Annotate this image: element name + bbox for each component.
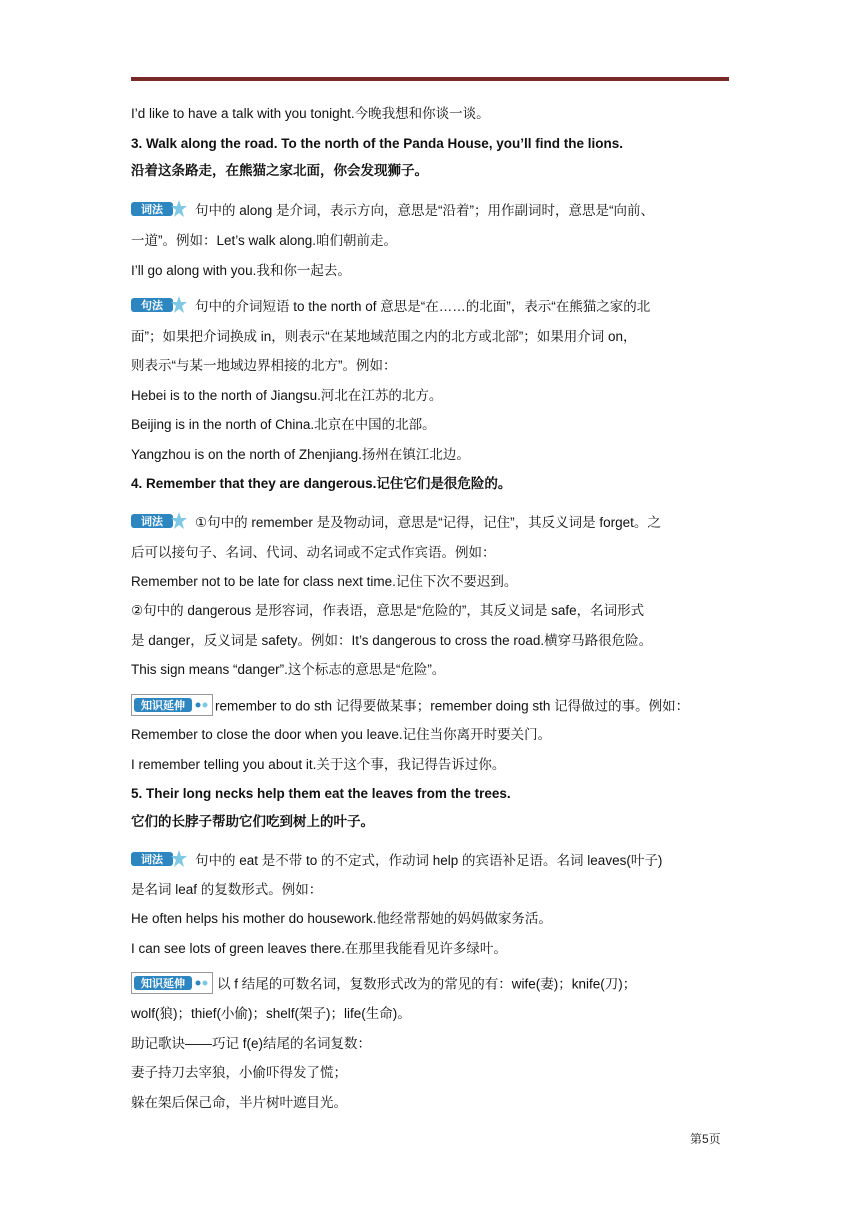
text-line: This sign means “danger”.这个标志的意思是“危险”。 bbox=[131, 662, 446, 677]
svg-text:句法: 句法 bbox=[141, 299, 163, 313]
zhishi-tag-icon bbox=[131, 972, 213, 994]
text-line: He often helps his mother do housework.他经常帮她的妈妈做家务活。 bbox=[131, 911, 552, 926]
text-line: I’ll go along with you.我和你一起去。 bbox=[131, 263, 351, 278]
section-heading-3: 3. Walk along the road. To the north of the Panda House, you’ll find the lions. bbox=[131, 136, 624, 151]
text-line: 后可以接句子、名词、代词、动名词或不定式作宾语。例如： bbox=[131, 545, 496, 560]
text-line: 词法 句中的 along 是介词，表示方向，意思是“沿着”；用作副词时，意思是“向前、 bbox=[131, 201, 654, 221]
page-number: 第5页 bbox=[690, 1132, 721, 1146]
text-line: 面”；如果把介词换成 in，则表示“在某地域范围之内的北方或北部”；如果用介词 on， bbox=[131, 329, 637, 344]
text-line: 是 danger，反义词是 safety。例如：It’s dangerous to cross the road.横穿马路很危险。 bbox=[131, 633, 653, 648]
text-line: I’d like to have a talk with you tonight.今晚我想和你谈一谈。 bbox=[131, 106, 490, 121]
text-line: 词法 ①句中的 remember 是及物动词，意思是“记得，记住”，其反义词是 forget。之 bbox=[131, 513, 661, 533]
text-line: wolf(狼)；thief(小偷)；shelf(架子)；life(生命)。 bbox=[131, 1006, 411, 1021]
text-line: 是名词 leaf 的复数形式。例如： bbox=[131, 882, 323, 897]
text-line: I can see lots of green leaves there.在那里我能看见许多绿叶。 bbox=[131, 941, 507, 956]
text-line: 知识延伸 以 f 结尾的可数名词，复数形式改为的常见的有：wife(妻)；knife(刀)； bbox=[131, 974, 636, 996]
section-heading-5-translation: 它们的长脖子帮助它们吃到树上的叶子。 bbox=[131, 814, 374, 829]
text-line: I remember telling you about it.关于这个事，我记得告诉过你。 bbox=[131, 757, 506, 772]
text-line: 词法 句中的 eat 是不带 to 的不定式，作动词 help 的宾语补足语。名词 leaves(叶子) bbox=[131, 851, 662, 871]
header-rule bbox=[131, 77, 729, 81]
text-line: Remember not to be late for class next time.记住下次不要迟到。 bbox=[131, 574, 518, 589]
section-heading-5: 5. Their long necks help them eat the leaves from the trees. bbox=[131, 786, 511, 801]
text-line: 句法 句中的介词短语 to the north of 意思是“在……的北面”，表示“在熊猫之家的北 bbox=[131, 297, 650, 317]
jufa-tag-icon bbox=[131, 295, 187, 315]
text-line: 助记歌诀——巧记 f(e)结尾的名词复数： bbox=[131, 1036, 372, 1051]
svg-text:词法: 词法 bbox=[141, 203, 163, 217]
svg-text:知识延伸: 知识延伸 bbox=[141, 699, 185, 712]
cifa-tag-icon bbox=[131, 511, 187, 531]
svg-text:知识延伸: 知识延伸 bbox=[141, 977, 185, 990]
text-line: Yangzhou is on the north of Zhenjiang.扬州在镇江北边。 bbox=[131, 447, 470, 462]
section-heading-3-translation: 沿着这条路走，在熊猫之家北面，你会发现狮子。 bbox=[131, 163, 428, 178]
text-line: Beijing is in the north of China.北京在中国的北部。 bbox=[131, 417, 436, 432]
text-line: Hebei is to the north of Jiangsu.河北在江苏的北方。 bbox=[131, 388, 443, 403]
zhishi-tag-icon bbox=[131, 694, 213, 716]
text-line: 知识延伸 remember to do sth 记得要做某事；remember doing sth 记得做过的事。例如： bbox=[131, 696, 689, 718]
text-line: Remember to close the door when you leave.记住当你离开时要关门。 bbox=[131, 727, 552, 742]
cifa-tag-icon bbox=[131, 199, 187, 219]
section-heading-4: 4. Remember that they are dangerous.记住它们是很危险的。 bbox=[131, 476, 512, 491]
text-line: ②句中的 dangerous 是形容词，作表语，意思是“危险的”，其反义词是 safe，名词形式 bbox=[131, 603, 645, 618]
cifa-tag-icon bbox=[131, 849, 187, 869]
text-line: 则表示“与某一地域边界相接的北方”。例如： bbox=[131, 358, 397, 373]
svg-text:词法: 词法 bbox=[141, 853, 163, 867]
svg-text:词法: 词法 bbox=[141, 515, 163, 529]
text-line: 躲在架后保己命，半片树叶遮目光。 bbox=[131, 1095, 347, 1110]
text-line: 妻子持刀去宰狼，小偷吓得发了慌； bbox=[131, 1065, 347, 1080]
text-line: 一道”。例如：Let’s walk along.咱们朝前走。 bbox=[131, 233, 398, 248]
